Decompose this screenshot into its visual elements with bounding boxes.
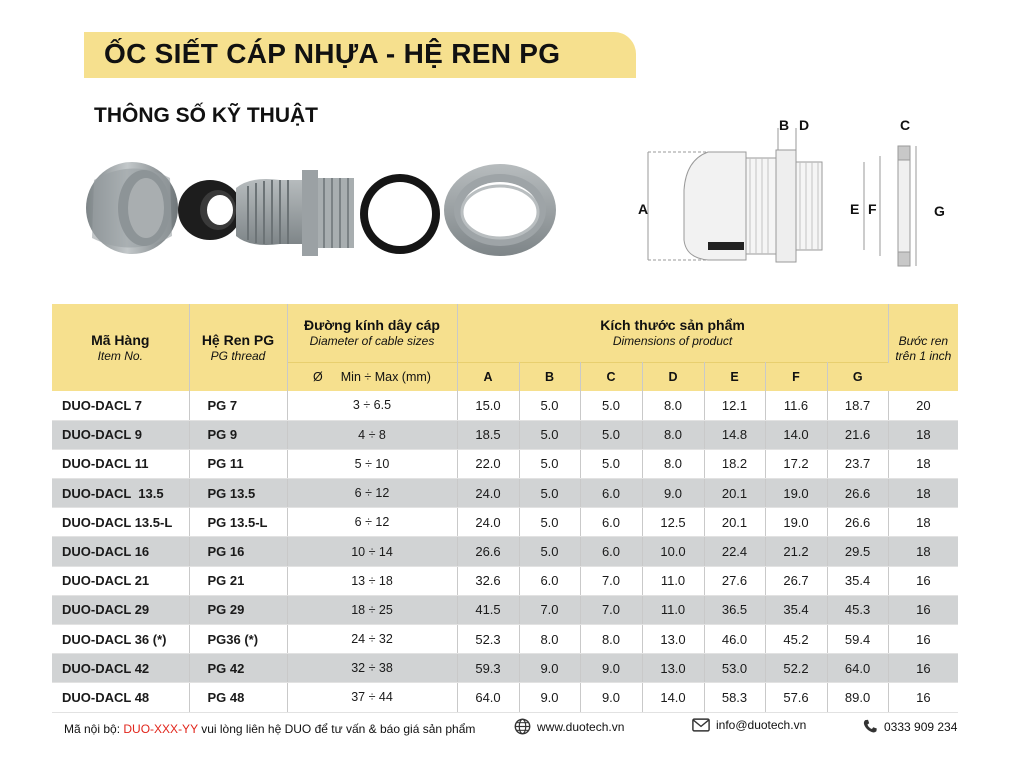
cell-d: 11.0 bbox=[642, 566, 704, 595]
cell-cable: 5 ÷ 10 bbox=[287, 449, 457, 478]
cell-c: 5.0 bbox=[580, 391, 642, 420]
cell-g: 23.7 bbox=[827, 449, 888, 478]
cell-item: DUO-DACL 13.5-L bbox=[52, 508, 189, 537]
header-cable-main: Đường kính dây cáp bbox=[303, 317, 440, 334]
cell-item: DUO-DACL 7 bbox=[52, 391, 189, 420]
cell-f: 21.2 bbox=[765, 537, 827, 566]
cell-item: DUO-DACL 16 bbox=[52, 537, 189, 566]
dimension-label-b: B bbox=[779, 117, 790, 133]
cell-item: DUO-DACL 21 bbox=[52, 566, 189, 595]
cell-e: 53.0 bbox=[704, 654, 765, 683]
table-row bbox=[52, 595, 958, 624]
cell-thread: PG 7 bbox=[189, 391, 287, 420]
dimension-label-f: F bbox=[868, 201, 877, 217]
phone-icon bbox=[862, 718, 878, 735]
cell-f: 26.7 bbox=[765, 566, 827, 595]
cell-thread: PG 13.5-L bbox=[189, 508, 287, 537]
table-row bbox=[52, 449, 958, 478]
cell-a: 41.5 bbox=[457, 595, 519, 624]
diameter-symbol: Ø bbox=[313, 369, 323, 384]
cell-pitch: 18 bbox=[888, 508, 958, 537]
cell-f: 14.0 bbox=[765, 420, 827, 449]
cell-g: 26.6 bbox=[827, 479, 888, 508]
cell-b: 5.0 bbox=[519, 391, 580, 420]
cell-e: 14.8 bbox=[704, 420, 765, 449]
cell-pitch: 16 bbox=[888, 625, 958, 654]
cell-a: 18.5 bbox=[457, 420, 519, 449]
table-row bbox=[52, 654, 958, 683]
phone-contact[interactable] bbox=[862, 718, 957, 735]
cell-pitch: 16 bbox=[888, 683, 958, 712]
table-row bbox=[52, 566, 958, 595]
cell-b: 5.0 bbox=[519, 537, 580, 566]
header-pitch-line2: trên 1 inch bbox=[895, 348, 952, 363]
dome-cap-part bbox=[86, 162, 178, 254]
cell-e: 20.1 bbox=[704, 508, 765, 537]
cell-c: 6.0 bbox=[580, 508, 642, 537]
cell-g: 26.6 bbox=[827, 508, 888, 537]
cell-pitch: 16 bbox=[888, 566, 958, 595]
cell-thread: PG 11 bbox=[189, 449, 287, 478]
header-col-g: G bbox=[827, 362, 888, 391]
header-dimensions bbox=[457, 304, 888, 362]
cell-f: 11.6 bbox=[765, 391, 827, 420]
header-pitch-line1: Bước ren bbox=[898, 333, 949, 348]
dimension-label-c: C bbox=[900, 117, 911, 133]
cell-c: 9.0 bbox=[580, 654, 642, 683]
cell-e: 20.1 bbox=[704, 479, 765, 508]
cell-c: 6.0 bbox=[580, 479, 642, 508]
cell-thread: PG 9 bbox=[189, 420, 287, 449]
internal-code-note bbox=[64, 722, 475, 736]
mail-icon bbox=[692, 718, 710, 732]
cell-pitch: 18 bbox=[888, 479, 958, 508]
cell-d: 8.0 bbox=[642, 420, 704, 449]
cell-b: 8.0 bbox=[519, 625, 580, 654]
cell-g: 59.4 bbox=[827, 625, 888, 654]
lock-nut-part bbox=[444, 164, 556, 256]
table-row bbox=[52, 391, 958, 420]
cell-cable: 6 ÷ 12 bbox=[287, 479, 457, 508]
cell-f: 19.0 bbox=[765, 508, 827, 537]
cable-unit-label: Min ÷ Max (mm) bbox=[340, 369, 431, 384]
header-col-a: A bbox=[457, 362, 519, 391]
table-row bbox=[52, 625, 958, 654]
cell-a: 22.0 bbox=[457, 449, 519, 478]
cell-a: 59.3 bbox=[457, 654, 519, 683]
cell-b: 7.0 bbox=[519, 595, 580, 624]
cell-b: 9.0 bbox=[519, 654, 580, 683]
cell-b: 5.0 bbox=[519, 508, 580, 537]
cell-item: DUO-DACL 36 (*) bbox=[52, 625, 189, 654]
cell-a: 26.6 bbox=[457, 537, 519, 566]
cell-c: 8.0 bbox=[580, 625, 642, 654]
cell-g: 35.4 bbox=[827, 566, 888, 595]
cell-item: DUO-DACL 13.5 bbox=[52, 479, 189, 508]
cell-e: 58.3 bbox=[704, 683, 765, 712]
cell-item: DUO-DACL 48 bbox=[52, 683, 189, 712]
cell-e: 27.6 bbox=[704, 566, 765, 595]
table-row bbox=[52, 479, 958, 508]
globe-icon bbox=[514, 718, 531, 735]
cell-c: 9.0 bbox=[580, 683, 642, 712]
header-item-main: Mã Hàng bbox=[91, 332, 150, 348]
cell-f: 57.6 bbox=[765, 683, 827, 712]
cell-thread: PG 42 bbox=[189, 654, 287, 683]
cell-e: 36.5 bbox=[704, 595, 765, 624]
cell-d: 9.0 bbox=[642, 479, 704, 508]
cell-d: 8.0 bbox=[642, 449, 704, 478]
cell-cable: 37 ÷ 44 bbox=[287, 683, 457, 712]
table-row bbox=[52, 537, 958, 566]
cell-c: 7.0 bbox=[580, 566, 642, 595]
cell-b: 6.0 bbox=[519, 566, 580, 595]
cell-c: 6.0 bbox=[580, 537, 642, 566]
header-threads-per-inch bbox=[888, 304, 958, 391]
cell-a: 24.0 bbox=[457, 479, 519, 508]
cell-b: 5.0 bbox=[519, 449, 580, 478]
header-cable-unit bbox=[287, 362, 457, 391]
cell-b: 9.0 bbox=[519, 683, 580, 712]
dimension-label-a: A bbox=[638, 201, 649, 217]
cell-g: 45.3 bbox=[827, 595, 888, 624]
cell-f: 17.2 bbox=[765, 449, 827, 478]
cell-cable: 4 ÷ 8 bbox=[287, 420, 457, 449]
cell-cable: 10 ÷ 14 bbox=[287, 537, 457, 566]
cell-item: DUO-DACL 9 bbox=[52, 420, 189, 449]
cell-cable: 24 ÷ 32 bbox=[287, 625, 457, 654]
dimension-label-e: E bbox=[850, 201, 860, 217]
dimension-label-g: G bbox=[934, 203, 945, 219]
header-col-d: D bbox=[642, 362, 704, 391]
header-thread-sub: PG thread bbox=[210, 349, 266, 363]
cell-thread: PG 13.5 bbox=[189, 479, 287, 508]
cell-a: 52.3 bbox=[457, 625, 519, 654]
product-components-image bbox=[70, 148, 580, 268]
cell-cable: 6 ÷ 12 bbox=[287, 508, 457, 537]
cell-a: 64.0 bbox=[457, 683, 519, 712]
table-body bbox=[52, 391, 958, 712]
cell-a: 24.0 bbox=[457, 508, 519, 537]
cell-d: 13.0 bbox=[642, 654, 704, 683]
cell-b: 5.0 bbox=[519, 420, 580, 449]
note-code: DUO-XXX-YY bbox=[123, 722, 198, 736]
cell-e: 22.4 bbox=[704, 537, 765, 566]
cell-f: 35.4 bbox=[765, 595, 827, 624]
cell-a: 32.6 bbox=[457, 566, 519, 595]
cell-pitch: 20 bbox=[888, 391, 958, 420]
cell-thread: PG 16 bbox=[189, 537, 287, 566]
specification-table bbox=[52, 304, 958, 713]
cell-e: 18.2 bbox=[704, 449, 765, 478]
clamp-body-part bbox=[236, 170, 354, 256]
website-contact[interactable] bbox=[514, 718, 624, 735]
table-row bbox=[52, 683, 958, 712]
cell-d: 10.0 bbox=[642, 537, 704, 566]
header-cable-sub: Diameter of cable sizes bbox=[309, 334, 435, 349]
table-row bbox=[52, 508, 958, 537]
cell-g: 18.7 bbox=[827, 391, 888, 420]
page-title: ỐC SIẾT CÁP NHỰA - HỆ REN PG bbox=[104, 38, 561, 69]
table-row bbox=[52, 420, 958, 449]
footer bbox=[64, 718, 964, 740]
cell-a: 15.0 bbox=[457, 391, 519, 420]
table-header-row bbox=[52, 304, 958, 362]
cell-thread: PG36 (*) bbox=[189, 625, 287, 654]
header-thread-main: Hệ Ren PG bbox=[201, 332, 275, 348]
cell-d: 12.5 bbox=[642, 508, 704, 537]
note-suffix: vui lòng liên hệ DUO để tư vấn & báo giá sản phẩm bbox=[201, 722, 476, 736]
cell-b: 5.0 bbox=[519, 479, 580, 508]
cell-thread: PG 48 bbox=[189, 683, 287, 712]
cell-item: DUO-DACL 42 bbox=[52, 654, 189, 683]
header-dims-sub: Dimensions of product bbox=[612, 334, 733, 349]
header-pg-thread bbox=[189, 304, 287, 391]
section-subtitle: THÔNG SỐ KỸ THUẬT bbox=[94, 104, 318, 127]
dimension-label-d: D bbox=[799, 117, 810, 133]
header-col-b: B bbox=[519, 362, 580, 391]
cell-c: 5.0 bbox=[580, 420, 642, 449]
cell-thread: PG 29 bbox=[189, 595, 287, 624]
cell-f: 52.2 bbox=[765, 654, 827, 683]
cell-pitch: 18 bbox=[888, 449, 958, 478]
cell-d: 11.0 bbox=[642, 595, 704, 624]
cell-f: 19.0 bbox=[765, 479, 827, 508]
header-item-sub: Item No. bbox=[97, 349, 143, 363]
dimension-diagram bbox=[628, 110, 958, 290]
cell-c: 7.0 bbox=[580, 595, 642, 624]
note-prefix: Mã nội bộ: bbox=[64, 722, 121, 736]
cell-d: 14.0 bbox=[642, 683, 704, 712]
cell-g: 64.0 bbox=[827, 654, 888, 683]
cell-c: 5.0 bbox=[580, 449, 642, 478]
email-link[interactable]: info@duotech.vn bbox=[716, 718, 807, 732]
header-col-e: E bbox=[704, 362, 765, 391]
cell-cable: 32 ÷ 38 bbox=[287, 654, 457, 683]
cell-pitch: 16 bbox=[888, 654, 958, 683]
cell-thread: PG 21 bbox=[189, 566, 287, 595]
cell-d: 13.0 bbox=[642, 625, 704, 654]
cell-e: 12.1 bbox=[704, 391, 765, 420]
cell-g: 21.6 bbox=[827, 420, 888, 449]
cell-item: DUO-DACL 11 bbox=[52, 449, 189, 478]
o-ring-part bbox=[360, 174, 440, 254]
header-col-c: C bbox=[580, 362, 642, 391]
cell-e: 46.0 bbox=[704, 625, 765, 654]
cell-cable: 13 ÷ 18 bbox=[287, 566, 457, 595]
cell-item: DUO-DACL 29 bbox=[52, 595, 189, 624]
header-dims-main: Kích thước sản phẩm bbox=[600, 317, 745, 334]
header-col-f: F bbox=[765, 362, 827, 391]
cell-g: 29.5 bbox=[827, 537, 888, 566]
cell-pitch: 16 bbox=[888, 595, 958, 624]
cell-pitch: 18 bbox=[888, 420, 958, 449]
cell-g: 89.0 bbox=[827, 683, 888, 712]
header-cable-diameter bbox=[287, 304, 457, 362]
website-link[interactable]: www.duotech.vn bbox=[537, 719, 625, 734]
cell-d: 8.0 bbox=[642, 391, 704, 420]
cell-f: 45.2 bbox=[765, 625, 827, 654]
header-item-no bbox=[52, 304, 189, 391]
rubber-seal-part bbox=[178, 180, 242, 240]
phone-number[interactable]: 0333 909 234 bbox=[884, 719, 958, 734]
email-contact[interactable] bbox=[692, 718, 806, 732]
cell-pitch: 18 bbox=[888, 537, 958, 566]
cell-cable: 18 ÷ 25 bbox=[287, 595, 457, 624]
cell-cable: 3 ÷ 6.5 bbox=[287, 391, 457, 420]
